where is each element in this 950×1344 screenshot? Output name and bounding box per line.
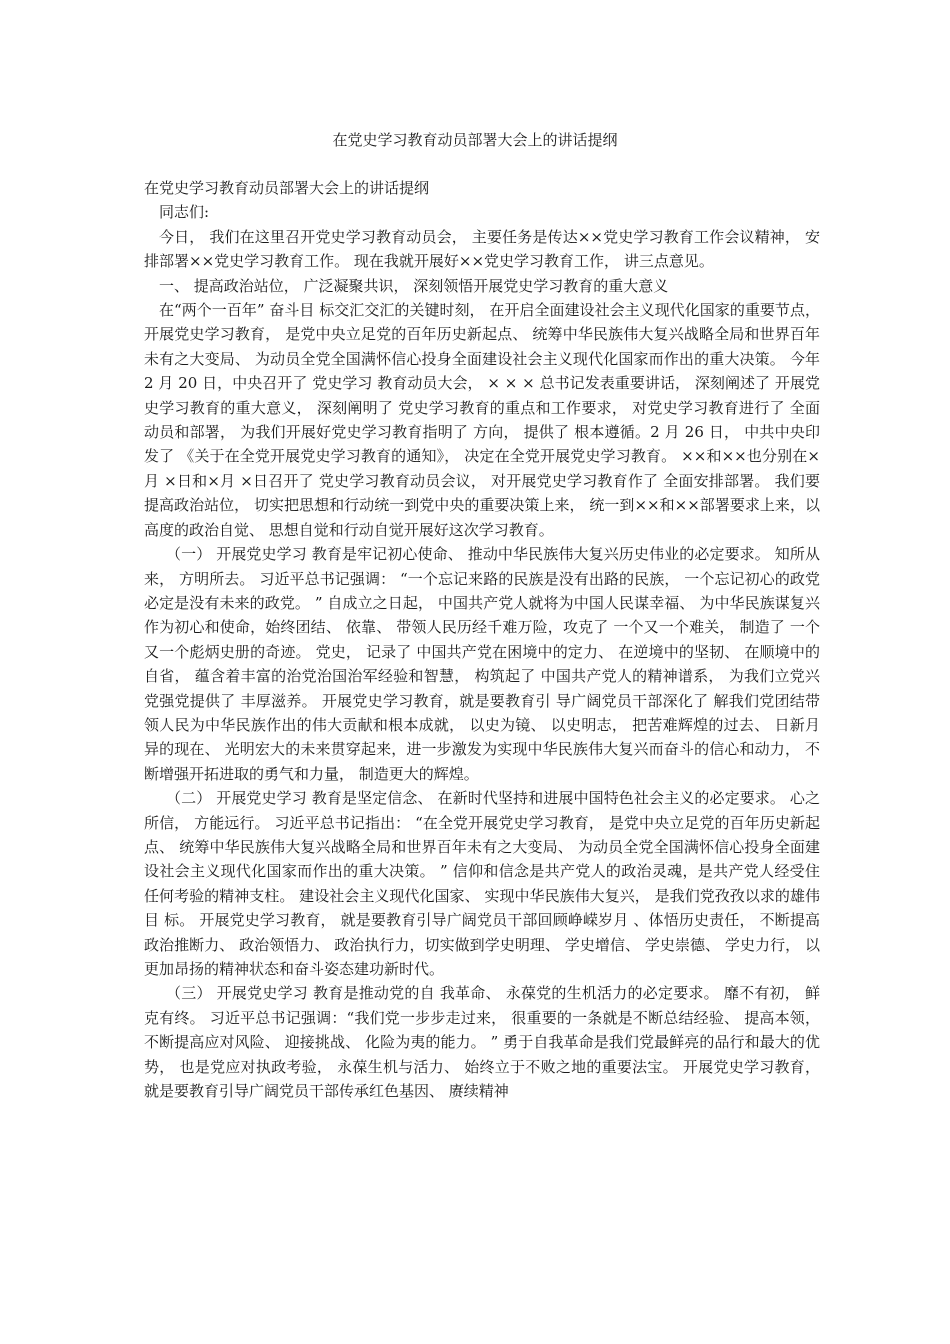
document-subtitle: 在党史学习教育动员部署大会上的讲话提纲 (144, 179, 430, 197)
point-2-paragraph: （二） 开展党史学习 教育是坚定信念、 在新时代坚持和进展中国特色社会主义的必定要求。 心之所信， 方能远行。 习近平总书记指出： “在全党开展党史学习教育， 是党中央立足党的百年历史新起点、 统筹中华民族伟大复兴战略全局和世界百年未有之大变局、 为动员全党全国满怀信心投身全面建设社会主义现代化国家而作出的重大决策。 ” 信仰和信念是共产党人的政治灵魂，是共产党人经受住任何考验的精神支柱。 建设社会主义现代化国家、 实现中华民族伟大复兴， 是我们党孜孜以求的雄伟目 标。 开展党史学习教育， 就是要教育引导广阔党员干部回顾峥嵘岁月 、体悟历史责任， 不断提高政治推断力、 政治领悟力、 政治执行力，切实做到学史明理、 学史增信、 学史崇德、 学史力行， 以更加昂扬的精神状态和奋斗姿态建功新时代。 (144, 789, 820, 978)
section-1-paragraph: 在“两个一百年” 奋斗目 标交汇交汇的关键时刻， 在开启全面建设社会主义现代化国家的重要节点， 开展党史学习教育， 是党中央立足党的百年历史新起点、 统筹中华民族伟大复兴战略全局和世界百年未有之大变局、 为动员全党全国满怀信心投身全面建设社会主义现代化国家而作出的重大决策。 今年 2 月 20 日，中央召开了 党史学习 教育动员大会， × × × 总书记发表重要讲话， 深刻阐述了 开展党史学习教育的重大意义， 深刻阐明了 党史学习教育的重点和工作要求， 对党史学习教育进行了 全面动员和部署， 为我们开展好党史学习教育指明了 方向， 提供了 根本遵循。2 月 26 日， 中共中央印发了 《关于在全党开展党史学习教育的通知》， 决定在全党开展党史学习教育。 ××和××也分别在×月 ×日和×月 ×日召开了 党史学习教育动员会议， 对开展党史学习教育作了 全面安排部署。 我们要提高政治站位， 切实把思想和行动统一到党中央的重要决策上来， 统一到××和××部署要求上来，以高度的政治自觉、 思想自觉和行动自觉开展好这次学习教育。 (144, 301, 820, 539)
point-3-paragraph: （三） 开展党史学习 教育是推动党的自 我革命、 永葆党的生机活力的必定要求。 靡不有初， 鲜克有终。 习近平总书记强调：“我们党一步步走过来， 很重要的一条就是不断总结经验、 提高本领， 不断提高应对风险、 迎接挑战、 化险为夷的能力。 ” 勇于自我革命是我们党最鲜亮的品行和最大的优势， 也是党应对执政考验， 永葆生机与活力、 始终立于不败之地的重要法宝。 开展党史学习教育， 就是要教育引导广阔党员干部传承红色基因、 赓续精神 (144, 984, 820, 1101)
document-title: 在党史学习教育动员部署大会上的讲话提纲 (332, 131, 618, 149)
document-body (144, 176, 820, 1103)
greeting: 同志们: (159, 203, 210, 222)
point-1-paragraph: （一） 开展党史学习 教育是牢记初心使命、 推动中华民族伟大复兴历史伟业的必定要求。 知所从来， 方明所去。 习近平总书记强调： “一个忘记来路的民族是没有出路的民族， 一个忘记初心的政党必定是没有未来的政党。 ” 自成立之日起， 中国共产党人就将为中国人民谋幸福、 为中华民族谋复兴作为初心和使命，始终团结、 依靠、 带领人民历经千难万险，攻克了 一个又一个难关， 制造了 一个又一个彪炳史册的奇迹。 党史， 记录了 中国共产党在困境中的定力、 在逆境中的坚韧、 在顺境中的自省， 蕴含着丰富的治党治国治军经验和智慧， 构筑起了 中国共产党人的精神谱系， 为我们立党兴党强党提供了 丰厚滋养。 开展党史学习教育，就是要教育引 导广阔党员干部深化了 解我们党团结带领人民为中华民族作出的伟大贡献和根本成就， 以史为镜、 以史明志， 把苦难辉煌的过去、 日新月 异的现在、 光明宏大的未来贯穿起来，进一步激发为实现中华民族伟大复兴而奋斗的信心和动力， 不断增强开拓进取的勇气和力量， 制造更大的辉煌。 (144, 545, 820, 783)
section-heading-1: 一、 提高政治站位， 广泛凝聚共识， 深刻领悟开展党史学习教育的重大意义 (159, 276, 669, 295)
intro-paragraph: 今日， 我们在这里召开党史学习教育动员会， 主要任务是传达××党史学习教育工作会议精神， 安排部署××党史学习教育工作。 现在我就开展好××党史学习教育工作， 讲三点意见。 (144, 227, 820, 271)
